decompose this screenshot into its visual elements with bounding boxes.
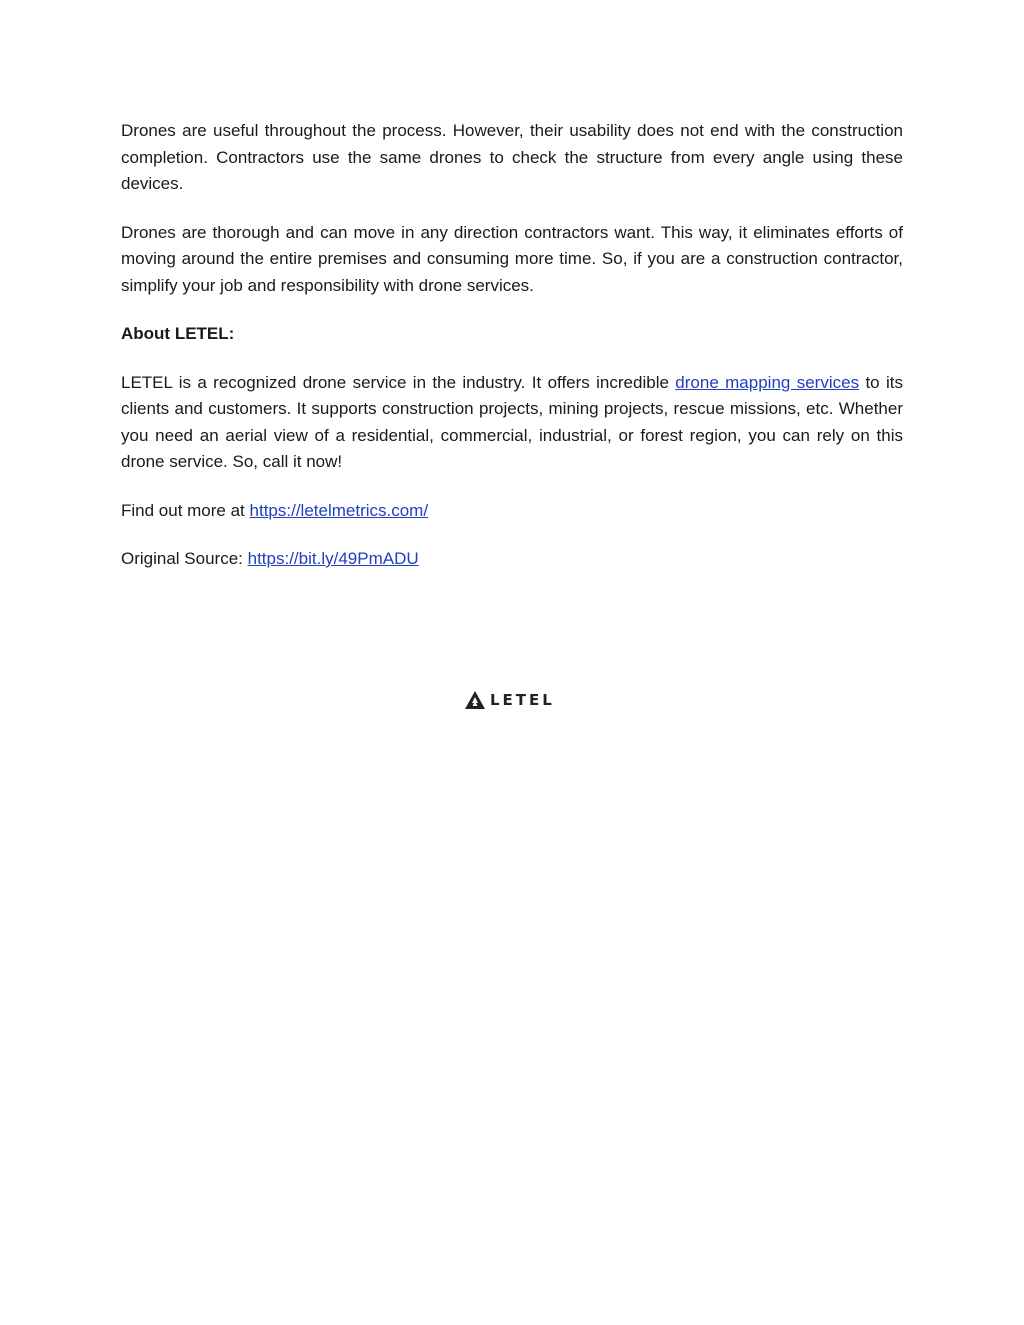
about-text-after-link: to its clients and customers. It supports construction projects, mining projects, rescue missions, etc. Whether you need an aerial view of a residential, commercial, industrial, or forest region, you can rely on this drone service. So, call it now! (121, 372, 903, 471)
original-source-label: Original Source: (121, 549, 248, 568)
drone-mapping-services-link[interactable]: drone mapping services (675, 372, 860, 392)
paragraph-find-out-more (121, 498, 903, 525)
original-source-link[interactable]: https://bit.ly/49PmADU (247, 549, 419, 568)
paragraph-drones-usability: Drones are useful throughout the process. However, their usability does not end with the construction completion. Contractors use the same drones to check the structure from every angle using these devices. (121, 121, 903, 193)
paragraph-about-letel (121, 370, 903, 476)
section-heading-about: About LETEL: (121, 324, 235, 343)
document-body (121, 118, 903, 595)
paragraph-drones-thorough: Drones are thorough and can move in any direction contractors want. This way, it eliminates efforts of moving around the entire premises and consuming more time. So, if you are a construction contractor, simplify your job and responsibility with drone services. (121, 222, 903, 295)
letel-logo-mark-icon (464, 690, 486, 710)
letelmetrics-link[interactable]: https://letelmetrics.com/ (249, 500, 429, 520)
letel-logo (464, 689, 564, 711)
find-out-more-label: Find out more at (121, 500, 250, 520)
letel-logo-text: LETEL (490, 691, 555, 709)
paragraph-original-source (121, 546, 903, 573)
about-text-before-link: LETEL is a recognized drone service in the industry. It offers incredible (121, 372, 676, 392)
